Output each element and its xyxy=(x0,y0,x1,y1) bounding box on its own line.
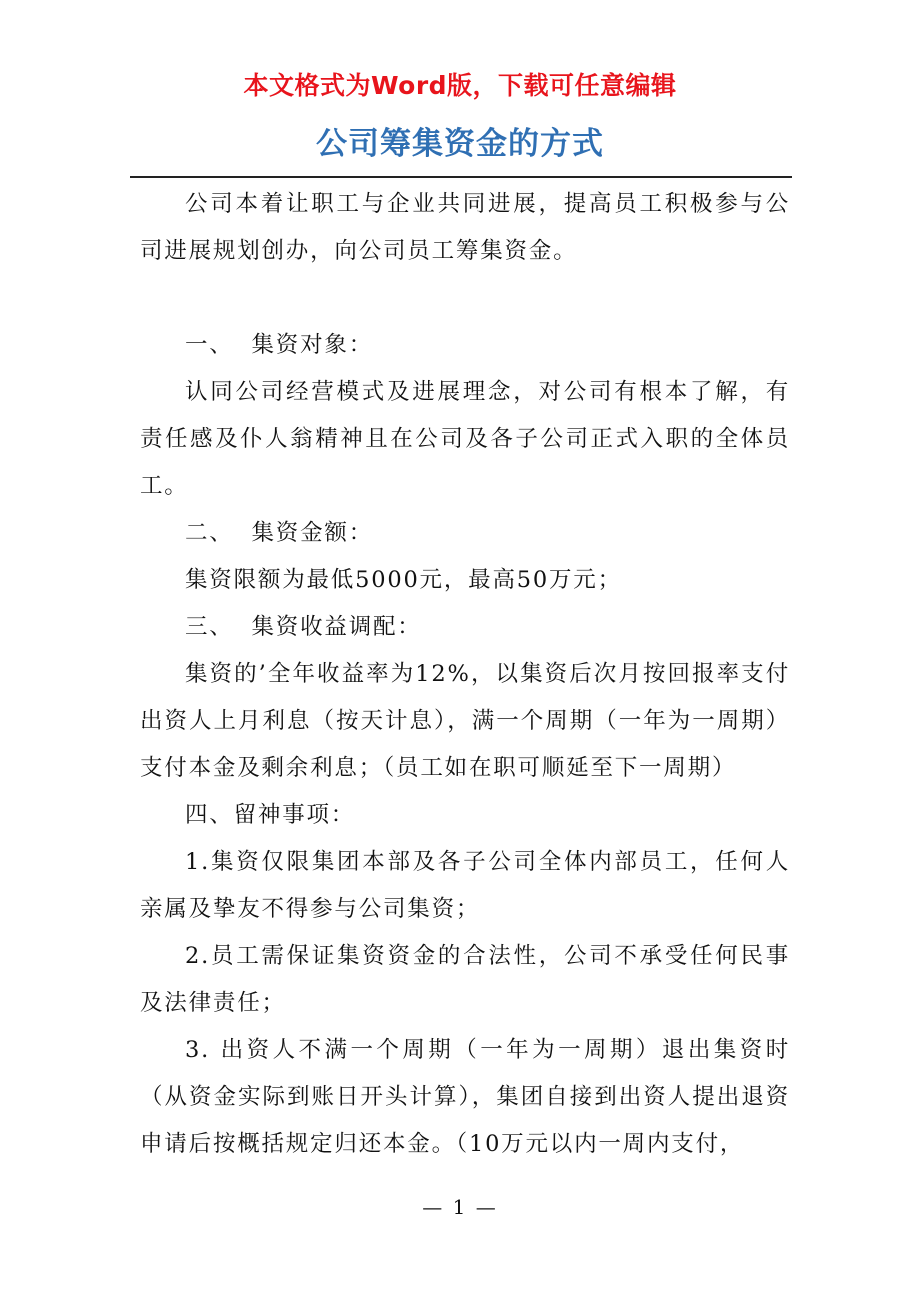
notice-item-3: 3. 出资人不满一个周期（一年为一周期）退出集资时（从资金实际到账日开头计算），集团自接到出资人提出退资申请后按概括规定归还本金。（10万元以内一周内支付， xyxy=(140,1037,790,1157)
paragraph-spacer xyxy=(140,275,790,322)
title-divider xyxy=(130,176,792,178)
notice-item-2: 2.员工需保证集资资金的合法性，公司不承受任何民事及法律责任； xyxy=(140,943,790,1016)
document-title: 公司筹集资金的方式 xyxy=(316,126,604,162)
section-heading-3: 三、 集资收益调配： xyxy=(185,614,422,640)
section-heading-2: 二、 集资金额： xyxy=(185,520,374,546)
notice-item-1: 1.集资仅限集团本部及各子公司全体内部员工，任何人亲属及挚友不得参与公司集资； xyxy=(140,849,790,922)
document-body xyxy=(140,181,790,1168)
intro-paragraph: 公司本着让职工与企业共同进展，提高员工积极参与公司进展规划创办，向公司员工筹集资金。 xyxy=(140,191,790,264)
page-number: — 1 — xyxy=(422,1195,498,1219)
section-heading-4: 四、留神事项： xyxy=(185,802,356,828)
download-banner: 本文格式为Word版，下载可任意编辑 xyxy=(243,71,677,100)
section-3-body: 集资的’全年收益率为12%，以集资后次月按回报率支付出资人上月利息（按天计息），满一个周期（一年为一周期）支付本金及剩余利息；（员工如在职可顺延至下一周期） xyxy=(140,661,790,781)
section-heading-1: 一、 集资对象： xyxy=(185,332,374,358)
section-1-body: 认同公司经营模式及进展理念，对公司有根本了解，有责任感及仆人翁精神且在公司及各子公司正式入职的全体员工。 xyxy=(140,379,790,499)
section-2-body: 集资限额为最低5000元，最高50万元； xyxy=(185,567,622,593)
